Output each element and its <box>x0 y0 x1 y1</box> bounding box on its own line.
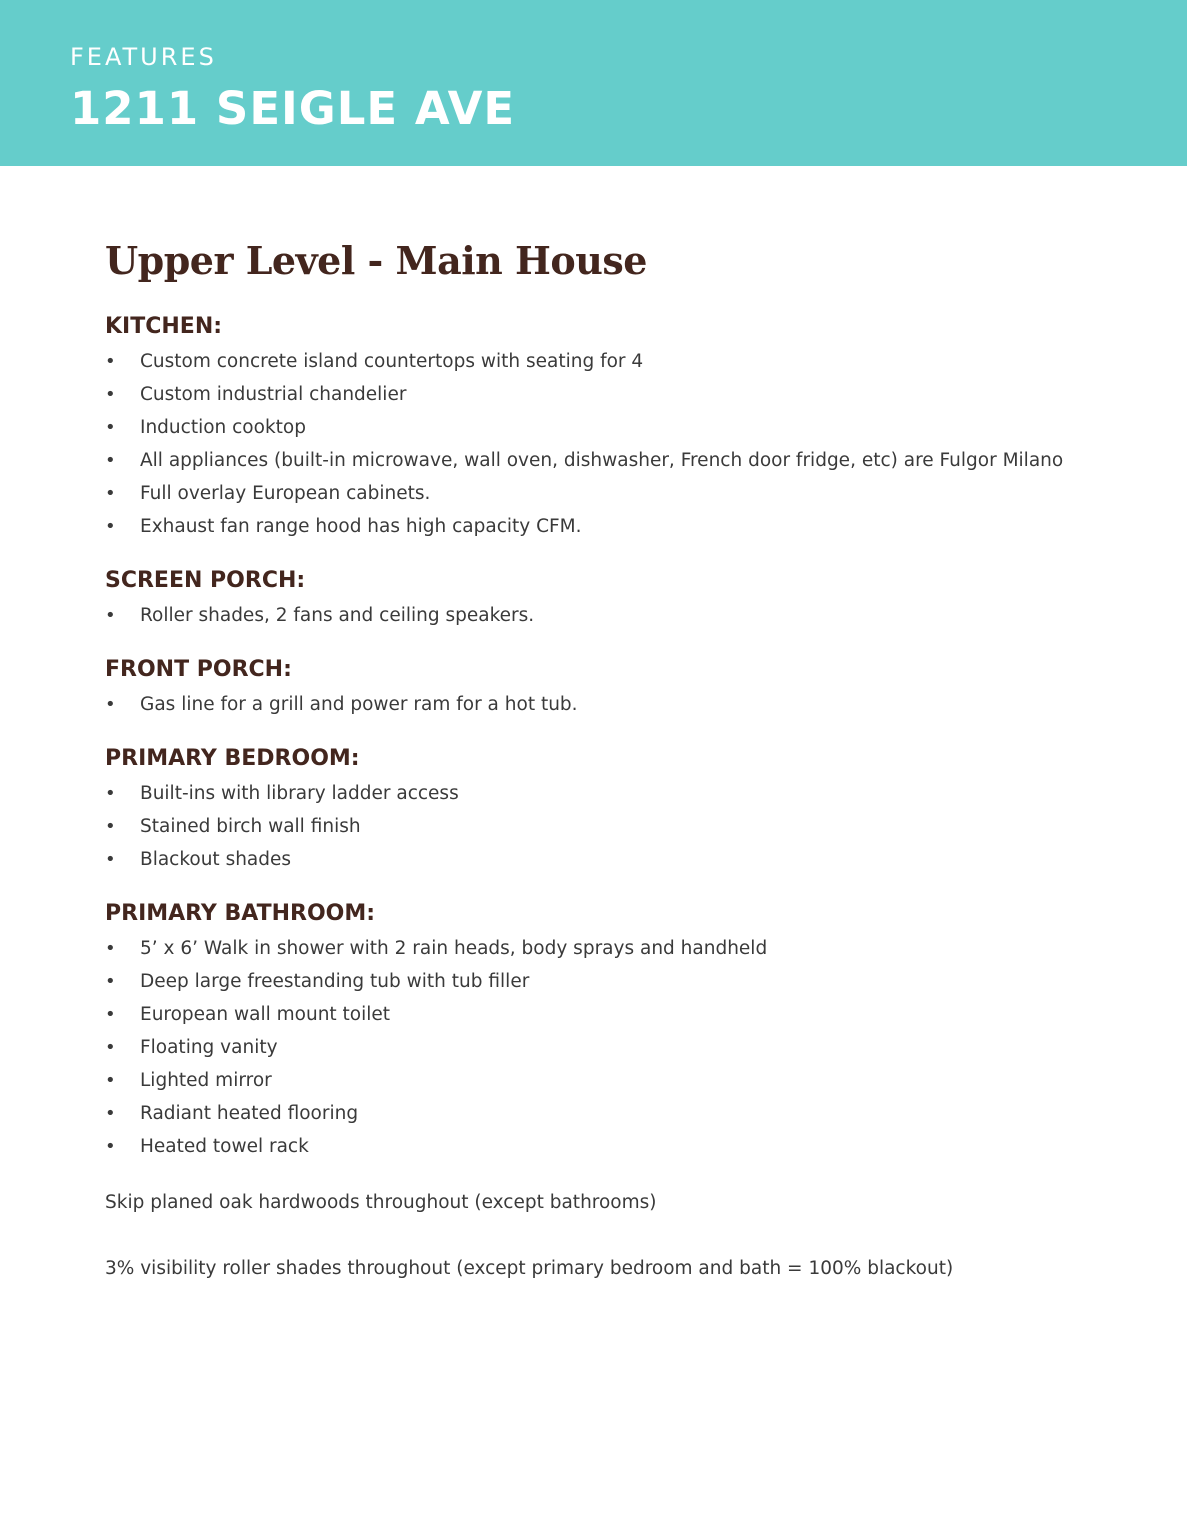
level-title: Upper Level - Main House <box>105 238 647 283</box>
feature-section <box>105 899 1105 1163</box>
features-content <box>105 232 1105 1285</box>
feature-item <box>105 378 1105 411</box>
section-heading: PRIMARY BATHROOM: <box>105 901 376 926</box>
bullet-icon: • <box>105 1070 116 1091</box>
feature-item-text: Lighted mirror <box>140 1070 272 1091</box>
feature-item <box>105 444 1105 477</box>
bullet-icon: • <box>105 816 116 837</box>
feature-list <box>105 932 1105 1163</box>
feature-list <box>105 599 1105 632</box>
feature-item-text: Full overlay European cabinets. <box>140 483 431 504</box>
feature-item-text: Blackout shades <box>140 849 292 870</box>
bullet-icon: • <box>105 384 116 405</box>
feature-item-text: European wall mount toilet <box>140 1004 391 1025</box>
feature-section <box>105 312 1105 543</box>
feature-item-text: Deep large freestanding tub with tub filler <box>140 971 530 992</box>
feature-item-text: Roller shades, 2 fans and ceiling speakers. <box>140 605 535 626</box>
bullet-icon: • <box>105 1136 116 1157</box>
feature-section <box>105 566 1105 632</box>
feature-item-text: Floating vanity <box>140 1037 278 1058</box>
feature-item <box>105 1064 1105 1097</box>
feature-item <box>105 477 1105 510</box>
bullet-icon: • <box>105 783 116 804</box>
feature-item-text: Stained birch wall finish <box>140 816 361 837</box>
feature-item-text: 5’ x 6’ Walk in shower with 2 rain heads, body sprays and handheld <box>140 938 768 959</box>
bullet-icon: • <box>105 351 116 372</box>
feature-item <box>105 345 1105 378</box>
section-heading: PRIMARY BEDROOM: <box>105 746 360 771</box>
feature-item <box>105 1031 1105 1064</box>
feature-item-text: Exhaust fan range hood has high capacity CFM. <box>140 516 582 537</box>
property-address: 1211 SEIGLE AVE <box>70 82 516 135</box>
feature-section <box>105 655 1105 721</box>
feature-item <box>105 932 1105 965</box>
bullet-icon: • <box>105 849 116 870</box>
bullet-icon: • <box>105 483 116 504</box>
bullet-icon: • <box>105 971 116 992</box>
feature-item <box>105 998 1105 1031</box>
sections-list <box>105 312 1105 1163</box>
feature-item <box>105 1097 1105 1130</box>
bullet-icon: • <box>105 605 116 626</box>
bullet-icon: • <box>105 938 116 959</box>
bullet-icon: • <box>105 694 116 715</box>
feature-item-text: Custom industrial chandelier <box>140 384 407 405</box>
bullet-icon: • <box>105 1103 116 1124</box>
bullet-icon: • <box>105 450 116 471</box>
feature-item-text: Heated towel rack <box>140 1136 309 1157</box>
feature-item-text: Induction cooktop <box>140 417 306 438</box>
feature-list <box>105 777 1105 876</box>
bullet-icon: • <box>105 1004 116 1025</box>
feature-item <box>105 688 1105 721</box>
feature-section <box>105 744 1105 876</box>
header-banner <box>0 0 1187 166</box>
features-kicker: FEATURES <box>70 43 217 71</box>
feature-item <box>105 599 1105 632</box>
bullet-icon: • <box>105 417 116 438</box>
feature-item-text: Radiant heated flooring <box>140 1103 359 1124</box>
shades-note: 3% visibility roller shades throughout (except primary bedroom and bath = 100% blackout) <box>105 1258 954 1279</box>
feature-item <box>105 810 1105 843</box>
bullet-icon: • <box>105 1037 116 1058</box>
feature-item-text: Custom concrete island countertops with seating for 4 <box>140 351 644 372</box>
feature-item <box>105 777 1105 810</box>
section-heading: SCREEN PORCH: <box>105 568 306 593</box>
feature-item <box>105 843 1105 876</box>
feature-list <box>105 688 1105 721</box>
feature-item-text: All appliances (built-in microwave, wall oven, dishwasher, French door fridge, etc) are Fulgor Milano <box>140 450 1064 471</box>
feature-item <box>105 411 1105 444</box>
section-heading: FRONT PORCH: <box>105 657 292 682</box>
feature-item <box>105 510 1105 543</box>
feature-item-text: Gas line for a grill and power ram for a hot tub. <box>140 694 578 715</box>
feature-item <box>105 965 1105 998</box>
feature-item-text: Built-ins with library ladder access <box>140 783 459 804</box>
feature-item <box>105 1130 1105 1163</box>
section-heading: KITCHEN: <box>105 314 223 339</box>
flooring-note: Skip planed oak hardwoods throughout (except bathrooms) <box>105 1192 657 1213</box>
feature-list <box>105 345 1105 543</box>
bullet-icon: • <box>105 516 116 537</box>
